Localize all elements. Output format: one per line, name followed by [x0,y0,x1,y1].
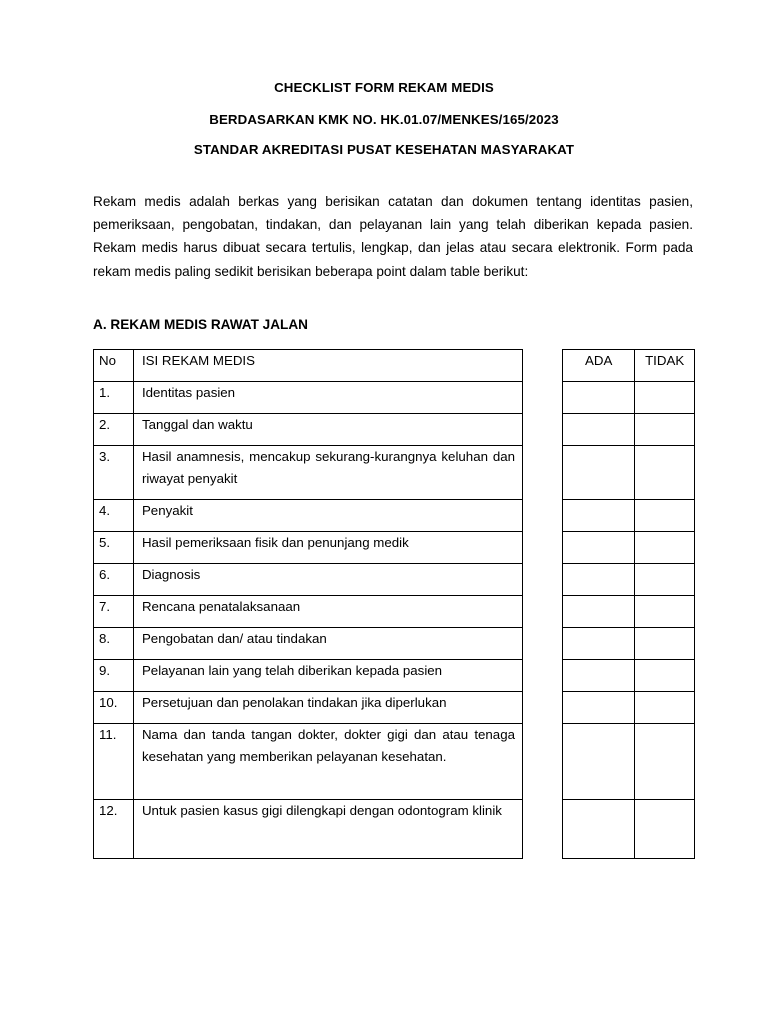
ada-checkbox-cell[interactable] [563,628,635,660]
row-number: 6. [94,564,134,596]
table-row [94,382,523,414]
row-number: 4. [94,500,134,532]
checklist-row [563,500,695,532]
row-number: 8. [94,628,134,660]
row-item: Pengobatan dan/ atau tindakan [133,628,522,660]
ada-checkbox-cell[interactable] [563,800,635,859]
ada-checkbox-cell[interactable] [563,382,635,414]
page-title: CHECKLIST FORM REKAM MEDIS [274,80,494,95]
ada-checkbox-cell[interactable] [563,596,635,628]
table-header-row [94,350,523,382]
regulation-subtitle: BERDASARKAN KMK NO. HK.01.07/MENKES/165/2023 [209,112,559,127]
ada-checkbox-cell[interactable] [563,564,635,596]
tidak-checkbox-cell[interactable] [635,692,695,724]
section-heading: A. REKAM MEDIS RAWAT JALAN [93,317,308,332]
tidak-checkbox-cell[interactable] [635,414,695,446]
header-ada: ADA [563,350,635,382]
tidak-checkbox-cell[interactable] [635,596,695,628]
row-item: Rencana penatalaksanaan [133,596,522,628]
tidak-checkbox-cell[interactable] [635,800,695,859]
table-row [94,532,523,564]
table-row [94,628,523,660]
tidak-checkbox-cell[interactable] [635,564,695,596]
ada-checkbox-cell[interactable] [563,414,635,446]
ada-checkbox-cell[interactable] [563,500,635,532]
tidak-checkbox-cell[interactable] [635,532,695,564]
row-number: 5. [94,532,134,564]
row-item: Pelayanan lain yang telah diberikan kepada pasien [133,660,522,692]
table-row [94,446,523,500]
row-item: Tanggal dan waktu [133,414,522,446]
tidak-checkbox-cell[interactable] [635,446,695,500]
checklist-row [563,564,695,596]
checklist-table [562,349,695,859]
row-item: Identitas pasien [133,382,522,414]
row-item: Diagnosis [133,564,522,596]
row-number: 2. [94,414,134,446]
checklist-header-row [563,350,695,382]
checklist-row [563,446,695,500]
row-item: Nama dan tanda tangan dokter, dokter gigi dan atau tenaga kesehatan yang memberikan pelayanan kesehatan. [133,724,522,800]
row-item: Penyakit [133,500,522,532]
table-row [94,500,523,532]
ada-checkbox-cell[interactable] [563,446,635,500]
tidak-checkbox-cell[interactable] [635,382,695,414]
table-row [94,724,523,800]
header-no: No [94,350,134,382]
header-isi: ISI REKAM MEDIS [133,350,522,382]
checklist-row [563,532,695,564]
row-item: Persetujuan dan penolakan tindakan jika diperlukan [133,692,522,724]
table-row [94,596,523,628]
checklist-row [563,800,695,859]
table-row [94,564,523,596]
checklist-row [563,414,695,446]
row-number: 11. [94,724,134,800]
ada-checkbox-cell[interactable] [563,532,635,564]
ada-checkbox-cell[interactable] [563,660,635,692]
row-number: 10. [94,692,134,724]
row-number: 1. [94,382,134,414]
table-row [94,660,523,692]
row-number: 7. [94,596,134,628]
row-item: Hasil anamnesis, mencakup sekurang-kurangnya keluhan dan riwayat penyakit [133,446,522,500]
table-row [94,800,523,859]
row-item: Untuk pasien kasus gigi dilengkapi dengan odontogram klinik [133,800,522,859]
tidak-checkbox-cell[interactable] [635,724,695,800]
checklist-row [563,596,695,628]
tidak-checkbox-cell[interactable] [635,500,695,532]
checklist-row [563,724,695,800]
checklist-row [563,628,695,660]
ada-checkbox-cell[interactable] [563,724,635,800]
header-tidak: TIDAK [635,350,695,382]
row-number: 9. [94,660,134,692]
row-number: 3. [94,446,134,500]
row-item: Hasil pemeriksaan fisik dan penunjang medik [133,532,522,564]
checklist-row [563,382,695,414]
ada-checkbox-cell[interactable] [563,692,635,724]
tidak-checkbox-cell[interactable] [635,660,695,692]
table-row [94,414,523,446]
intro-paragraph: Rekam medis adalah berkas yang berisikan catatan dan dokumen tentang identitas pasien, pemeriksaan, pengobatan, tindakan, dan pelayanan lain yang telah diberikan kepada pasien. Rekam medis harus dibuat secara tertulis, lengkap, dan jelas atau secara elektronik. Form pada rekam medis paling sedikit berisikan beberapa point dalam table berikut: [93,194,693,279]
checklist-row [563,692,695,724]
checklist-row [563,660,695,692]
standard-subtitle: STANDAR AKREDITASI PUSAT KESEHATAN MASYARAKAT [193,142,575,157]
table-row [94,692,523,724]
row-number: 12. [94,800,134,859]
tidak-checkbox-cell[interactable] [635,628,695,660]
content-table [93,349,523,859]
